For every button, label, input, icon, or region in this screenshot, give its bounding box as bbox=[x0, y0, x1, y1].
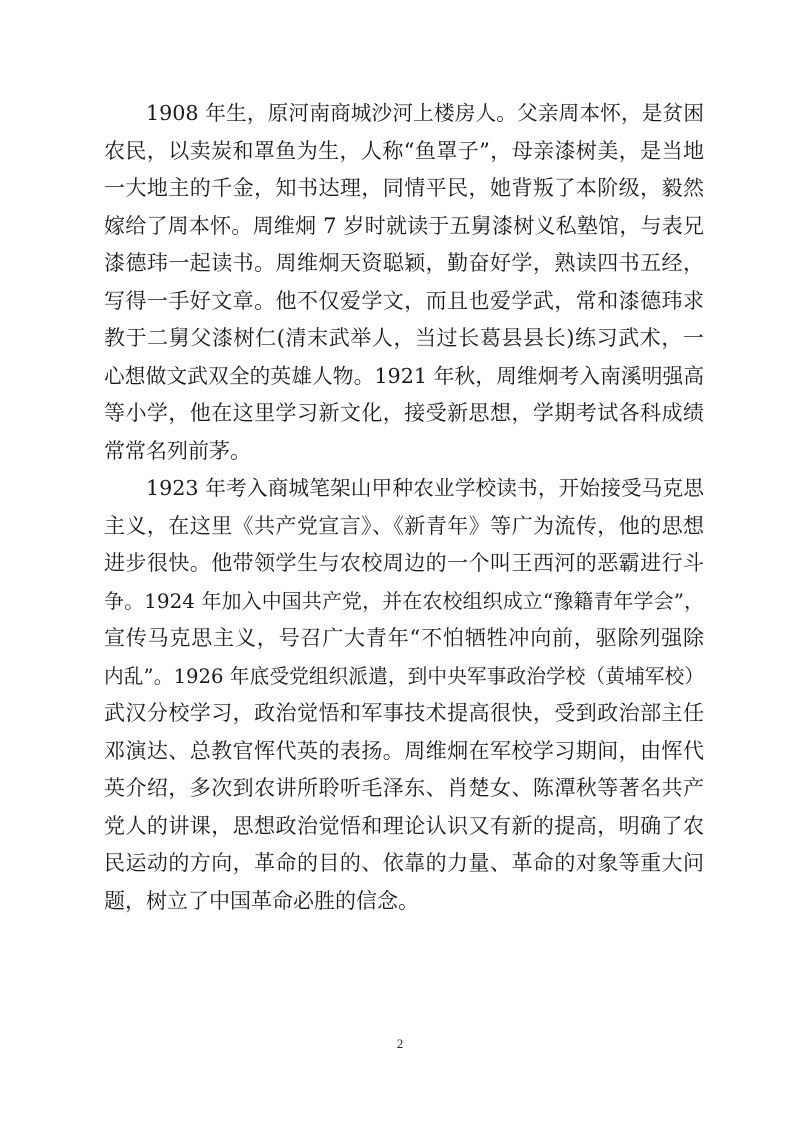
paragraph-2 bbox=[104, 470, 704, 920]
text-line: 党人的讲课，思想政治觉悟和理论认识又有新的提高，明确了农 bbox=[104, 813, 704, 838]
text-line: 漆德玮一起读书。周维炯天资聪颖，勤奋好学，熟读四书五经， bbox=[104, 251, 704, 275]
document-body bbox=[104, 95, 704, 920]
text-line: 农民，以卖炭和罩鱼为生，人称“鱼罩子”，母亲漆树美，是当地 bbox=[104, 138, 704, 163]
text-line: 等小学，他在这里学习新文化，接受新思想，学期考试各科成绩 bbox=[104, 401, 704, 425]
page-number: 2 bbox=[396, 1036, 404, 1051]
paragraph-1 bbox=[104, 95, 704, 470]
text-line: 内乱”。1926 年底受党组织派遣，到中央军事政治学校（黄埔军校） bbox=[104, 664, 704, 688]
text-line: 一大地主的千金，知书达理，同情平民，她背叛了本阶级，毅然 bbox=[104, 176, 704, 200]
text-line: 英介绍，多次到农讲所聆听毛泽东、肖楚女、陈潭秋等著名共产 bbox=[104, 776, 704, 800]
text-line: 争。1924 年加入中国共产党，并在农校组织成立“豫籍青年学会”， bbox=[104, 588, 704, 613]
text-line: 1908 年生，原河南商城沙河上楼房人。父亲周本怀，是贫困 bbox=[146, 101, 704, 125]
text-line: 写得一手好文章。他不仅爱学文，而且也爱学武，常和漆德玮求 bbox=[104, 288, 704, 313]
text-line: 心想做文武双全的英雄人物。1921 年秋，周维炯考入南溪明强高 bbox=[104, 363, 704, 388]
text-line: 主义，在这里《共产党宣言》、《新青年》等广为流传，他的思想 bbox=[104, 513, 704, 538]
text-line: 进步很快。他带领学生与农校周边的一个叫王西河的恶霸进行斗 bbox=[104, 551, 704, 575]
text-line: 题，树立了中国革命必胜的信念。 bbox=[104, 888, 419, 913]
text-line: 1923 年考入商城笔架山甲种农业学校读书，开始接受马克思 bbox=[146, 476, 704, 500]
text-line: 民运动的方向，革命的目的、依靠的力量、革命的对象等重大问 bbox=[104, 851, 704, 875]
text-line: 武汉分校学习，政治觉悟和军事技术提高很快，受到政治部主任 bbox=[104, 701, 704, 725]
text-line: 常常名列前茅。 bbox=[104, 438, 251, 463]
text-line: 宣传马克思主义，号召广大青年“不怕牺牲冲向前，驱除列强除 bbox=[104, 626, 704, 650]
text-line: 教于二舅父漆树仁(清末武举人，当过长葛县县长)练习武术，一 bbox=[104, 326, 704, 350]
text-line: 邓演达、总教官恽代英的表扬。周维炯在军校学习期间，由恽代 bbox=[104, 738, 704, 763]
text-line: 嫁给了周本怀。周维炯 7 岁时就读于五舅漆树义私塾馆，与表兄 bbox=[104, 213, 704, 238]
